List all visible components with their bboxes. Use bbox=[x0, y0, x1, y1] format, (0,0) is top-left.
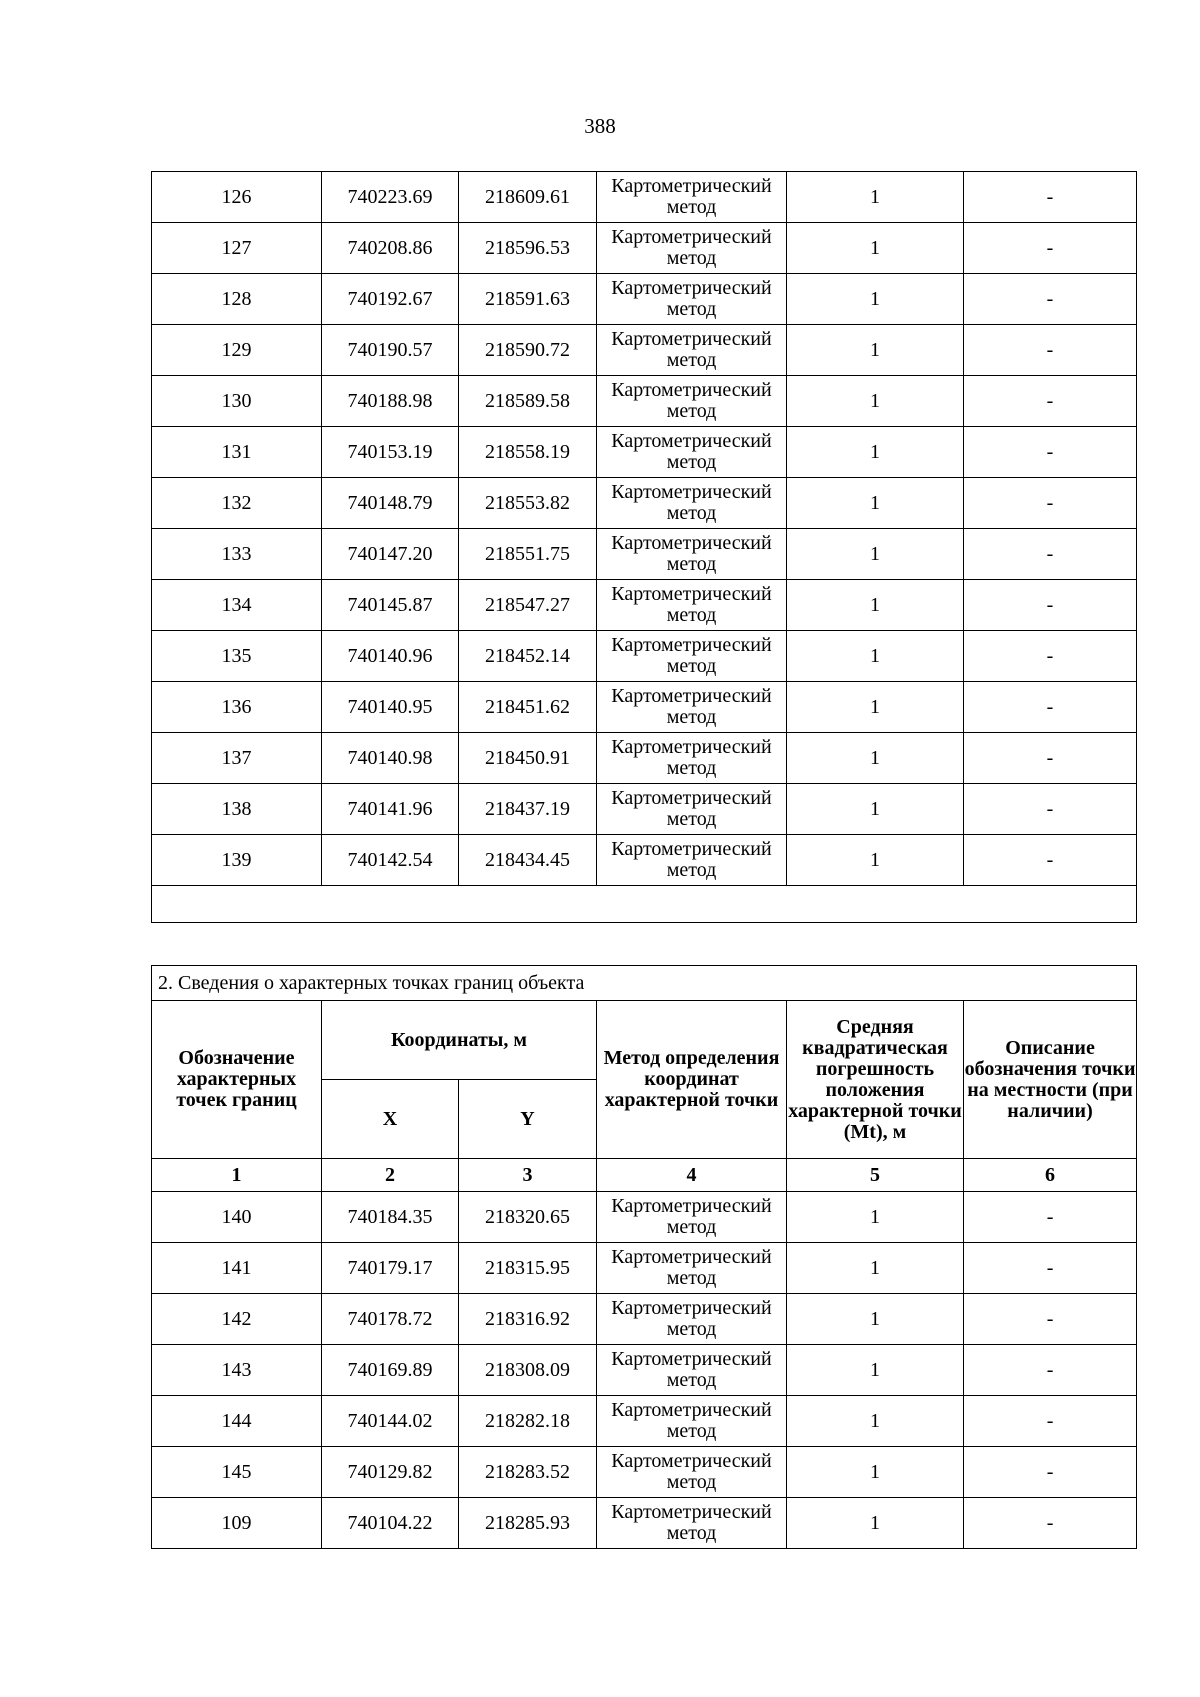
x-coordinate-cell: 740144.02 bbox=[322, 1396, 459, 1447]
method-line: метод bbox=[666, 400, 717, 422]
y-coordinate-cell: 218308.09 bbox=[459, 1345, 597, 1396]
method-line: Картометрический bbox=[611, 1195, 772, 1217]
table-row bbox=[152, 478, 1137, 529]
column-number: 3 bbox=[459, 1159, 597, 1192]
accuracy-cell: 1 bbox=[787, 1396, 964, 1447]
method-line: Картометрический bbox=[611, 481, 772, 503]
x-coordinate-cell: 740169.89 bbox=[322, 1345, 459, 1396]
table-row bbox=[152, 376, 1137, 427]
method-cell bbox=[597, 1498, 787, 1549]
table-row bbox=[152, 1498, 1137, 1549]
header-coordinates: Координаты, м bbox=[322, 1001, 597, 1080]
method-cell bbox=[597, 1447, 787, 1498]
point-id-cell: 135 bbox=[152, 631, 322, 682]
point-id-cell: 130 bbox=[152, 376, 322, 427]
column-number: 1 bbox=[152, 1159, 322, 1192]
accuracy-cell: 1 bbox=[787, 376, 964, 427]
description-cell: - bbox=[964, 784, 1137, 835]
y-coordinate-cell: 218451.62 bbox=[459, 682, 597, 733]
column-number: 4 bbox=[597, 1159, 787, 1192]
point-id-cell: 109 bbox=[152, 1498, 322, 1549]
x-coordinate-cell: 740142.54 bbox=[322, 835, 459, 886]
method-line: метод bbox=[666, 553, 717, 575]
description-cell: - bbox=[964, 1498, 1137, 1549]
method-line: метод bbox=[666, 1369, 717, 1391]
y-coordinate-cell: 218609.61 bbox=[459, 172, 597, 223]
method-line: Картометрический bbox=[611, 583, 772, 605]
description-cell: - bbox=[964, 1447, 1137, 1498]
method-cell bbox=[597, 682, 787, 733]
table-row bbox=[152, 427, 1137, 478]
method-line: метод bbox=[666, 502, 717, 524]
method-line: Картометрический bbox=[611, 226, 772, 248]
accuracy-cell: 1 bbox=[787, 1294, 964, 1345]
method-line: Картометрический bbox=[611, 1501, 772, 1523]
table-row bbox=[152, 580, 1137, 631]
point-id-cell: 142 bbox=[152, 1294, 322, 1345]
description-cell: - bbox=[964, 580, 1137, 631]
point-id-cell: 145 bbox=[152, 1447, 322, 1498]
method-line: метод bbox=[666, 247, 717, 269]
description-cell: - bbox=[964, 223, 1137, 274]
accuracy-cell: 1 bbox=[787, 274, 964, 325]
point-id-cell: 136 bbox=[152, 682, 322, 733]
y-coordinate-cell: 218316.92 bbox=[459, 1294, 597, 1345]
method-cell bbox=[597, 733, 787, 784]
method-line: метод bbox=[666, 706, 717, 728]
method-line: метод bbox=[666, 298, 717, 320]
point-id-cell: 127 bbox=[152, 223, 322, 274]
header-x: X bbox=[322, 1080, 459, 1159]
method-cell bbox=[597, 478, 787, 529]
x-coordinate-cell: 740178.72 bbox=[322, 1294, 459, 1345]
method-line: Картометрический bbox=[611, 175, 772, 197]
y-coordinate-cell: 218558.19 bbox=[459, 427, 597, 478]
method-line: Картометрический bbox=[611, 1399, 772, 1421]
y-coordinate-cell: 218591.63 bbox=[459, 274, 597, 325]
description-cell: - bbox=[964, 1294, 1137, 1345]
description-cell: - bbox=[964, 1192, 1137, 1243]
method-cell bbox=[597, 172, 787, 223]
method-cell bbox=[597, 274, 787, 325]
table-row bbox=[152, 529, 1137, 580]
description-cell: - bbox=[964, 835, 1137, 886]
table-row bbox=[152, 1192, 1137, 1243]
y-coordinate-cell: 218547.27 bbox=[459, 580, 597, 631]
header-accuracy: Средняя квадратическая погрешность положения характерной точки (Mt), м bbox=[787, 1001, 964, 1159]
y-coordinate-cell: 218315.95 bbox=[459, 1243, 597, 1294]
method-line: метод bbox=[666, 1471, 717, 1493]
accuracy-cell: 1 bbox=[787, 223, 964, 274]
description-cell: - bbox=[964, 733, 1137, 784]
x-coordinate-cell: 740147.20 bbox=[322, 529, 459, 580]
description-cell: - bbox=[964, 325, 1137, 376]
method-cell bbox=[597, 1192, 787, 1243]
point-id-cell: 137 bbox=[152, 733, 322, 784]
header-method: Метод определения координат характерной точки bbox=[597, 1001, 787, 1159]
x-coordinate-cell: 740188.98 bbox=[322, 376, 459, 427]
accuracy-cell: 1 bbox=[787, 1192, 964, 1243]
method-cell bbox=[597, 223, 787, 274]
method-cell bbox=[597, 784, 787, 835]
point-id-cell: 144 bbox=[152, 1396, 322, 1447]
x-coordinate-cell: 740184.35 bbox=[322, 1192, 459, 1243]
description-cell: - bbox=[964, 274, 1137, 325]
method-cell bbox=[597, 376, 787, 427]
accuracy-cell: 1 bbox=[787, 1498, 964, 1549]
method-line: Картометрический bbox=[611, 634, 772, 656]
method-cell bbox=[597, 835, 787, 886]
coordinates-table-continued bbox=[151, 171, 1137, 923]
accuracy-cell: 1 bbox=[787, 1345, 964, 1396]
method-line: Картометрический bbox=[611, 430, 772, 452]
accuracy-cell: 1 bbox=[787, 325, 964, 376]
empty-cell bbox=[152, 886, 1137, 923]
table-row bbox=[152, 784, 1137, 835]
x-coordinate-cell: 740141.96 bbox=[322, 784, 459, 835]
point-id-cell: 139 bbox=[152, 835, 322, 886]
method-line: метод bbox=[666, 859, 717, 881]
method-line: метод bbox=[666, 1420, 717, 1442]
method-line: Картометрический bbox=[611, 1348, 772, 1370]
table-row bbox=[152, 223, 1137, 274]
method-line: Картометрический bbox=[611, 1297, 772, 1319]
method-line: метод bbox=[666, 757, 717, 779]
point-id-cell: 128 bbox=[152, 274, 322, 325]
table-row bbox=[152, 1243, 1137, 1294]
header-designation: Обозначение характерных точек границ bbox=[152, 1001, 322, 1159]
method-line: Картометрический bbox=[611, 1246, 772, 1268]
table-body bbox=[152, 172, 1137, 886]
method-line: метод bbox=[666, 1318, 717, 1340]
table-row bbox=[152, 631, 1137, 682]
boundary-points-table bbox=[151, 965, 1137, 1549]
point-id-cell: 131 bbox=[152, 427, 322, 478]
x-coordinate-cell: 740148.79 bbox=[322, 478, 459, 529]
accuracy-cell: 1 bbox=[787, 529, 964, 580]
accuracy-cell: 1 bbox=[787, 478, 964, 529]
x-coordinate-cell: 740192.67 bbox=[322, 274, 459, 325]
accuracy-cell: 1 bbox=[787, 631, 964, 682]
accuracy-cell: 1 bbox=[787, 427, 964, 478]
y-coordinate-cell: 218437.19 bbox=[459, 784, 597, 835]
y-coordinate-cell: 218320.65 bbox=[459, 1192, 597, 1243]
method-cell bbox=[597, 325, 787, 376]
description-cell: - bbox=[964, 529, 1137, 580]
method-line: метод bbox=[666, 451, 717, 473]
column-numbers-row bbox=[152, 1159, 1137, 1192]
x-coordinate-cell: 740140.96 bbox=[322, 631, 459, 682]
method-cell bbox=[597, 1243, 787, 1294]
method-cell bbox=[597, 631, 787, 682]
accuracy-cell: 1 bbox=[787, 580, 964, 631]
table-row bbox=[152, 835, 1137, 886]
table-row bbox=[152, 325, 1137, 376]
method-cell bbox=[597, 580, 787, 631]
method-line: Картометрический bbox=[611, 685, 772, 707]
page-number: 388 bbox=[584, 114, 616, 138]
header-row bbox=[152, 1001, 1137, 1080]
x-coordinate-cell: 740140.95 bbox=[322, 682, 459, 733]
method-cell bbox=[597, 427, 787, 478]
empty-row bbox=[152, 886, 1137, 923]
method-line: Картометрический bbox=[611, 379, 772, 401]
method-line: метод bbox=[666, 808, 717, 830]
x-coordinate-cell: 740223.69 bbox=[322, 172, 459, 223]
table-row bbox=[152, 1396, 1137, 1447]
x-coordinate-cell: 740104.22 bbox=[322, 1498, 459, 1549]
y-coordinate-cell: 218553.82 bbox=[459, 478, 597, 529]
x-coordinate-cell: 740140.98 bbox=[322, 733, 459, 784]
method-line: Картометрический bbox=[611, 328, 772, 350]
y-coordinate-cell: 218589.58 bbox=[459, 376, 597, 427]
column-number: 5 bbox=[787, 1159, 964, 1192]
y-coordinate-cell: 218434.45 bbox=[459, 835, 597, 886]
description-cell: - bbox=[964, 1396, 1137, 1447]
header-description: Описание обозначения точки на местности (при наличии) bbox=[964, 1001, 1137, 1159]
method-line: метод bbox=[666, 349, 717, 371]
y-coordinate-cell: 218590.72 bbox=[459, 325, 597, 376]
method-line: метод bbox=[666, 604, 717, 626]
method-cell bbox=[597, 1345, 787, 1396]
method-line: Картометрический bbox=[611, 787, 772, 809]
description-cell: - bbox=[964, 682, 1137, 733]
x-coordinate-cell: 740190.57 bbox=[322, 325, 459, 376]
table-row bbox=[152, 1294, 1137, 1345]
table-caption: 2. Сведения о характерных точках границ объекта bbox=[152, 966, 1137, 1001]
description-cell: - bbox=[964, 478, 1137, 529]
accuracy-cell: 1 bbox=[787, 172, 964, 223]
table-body bbox=[152, 1192, 1137, 1549]
point-id-cell: 141 bbox=[152, 1243, 322, 1294]
y-coordinate-cell: 218283.52 bbox=[459, 1447, 597, 1498]
description-cell: - bbox=[964, 1345, 1137, 1396]
y-coordinate-cell: 218452.14 bbox=[459, 631, 597, 682]
x-coordinate-cell: 740179.17 bbox=[322, 1243, 459, 1294]
point-id-cell: 133 bbox=[152, 529, 322, 580]
method-line: Картометрический bbox=[611, 532, 772, 554]
description-cell: - bbox=[964, 427, 1137, 478]
column-number: 6 bbox=[964, 1159, 1137, 1192]
table-row bbox=[152, 172, 1137, 223]
point-id-cell: 143 bbox=[152, 1345, 322, 1396]
point-id-cell: 138 bbox=[152, 784, 322, 835]
column-number: 2 bbox=[322, 1159, 459, 1192]
description-cell: - bbox=[964, 172, 1137, 223]
table-row bbox=[152, 274, 1137, 325]
x-coordinate-cell: 740145.87 bbox=[322, 580, 459, 631]
y-coordinate-cell: 218551.75 bbox=[459, 529, 597, 580]
accuracy-cell: 1 bbox=[787, 1447, 964, 1498]
y-coordinate-cell: 218596.53 bbox=[459, 223, 597, 274]
accuracy-cell: 1 bbox=[787, 682, 964, 733]
accuracy-cell: 1 bbox=[787, 733, 964, 784]
table-row bbox=[152, 1447, 1137, 1498]
method-cell bbox=[597, 1294, 787, 1345]
method-cell bbox=[597, 1396, 787, 1447]
x-coordinate-cell: 740208.86 bbox=[322, 223, 459, 274]
description-cell: - bbox=[964, 376, 1137, 427]
accuracy-cell: 1 bbox=[787, 835, 964, 886]
description-cell: - bbox=[964, 631, 1137, 682]
method-line: метод bbox=[666, 1267, 717, 1289]
y-coordinate-cell: 218285.93 bbox=[459, 1498, 597, 1549]
table-caption-row bbox=[152, 966, 1137, 1001]
method-line: Картометрический bbox=[611, 838, 772, 860]
x-coordinate-cell: 740153.19 bbox=[322, 427, 459, 478]
point-id-cell: 126 bbox=[152, 172, 322, 223]
y-coordinate-cell: 218282.18 bbox=[459, 1396, 597, 1447]
y-coordinate-cell: 218450.91 bbox=[459, 733, 597, 784]
table-row bbox=[152, 682, 1137, 733]
method-line: метод bbox=[666, 655, 717, 677]
method-line: метод bbox=[666, 196, 717, 218]
table-row bbox=[152, 1345, 1137, 1396]
table-row bbox=[152, 733, 1137, 784]
method-line: метод bbox=[666, 1522, 717, 1544]
point-id-cell: 132 bbox=[152, 478, 322, 529]
x-coordinate-cell: 740129.82 bbox=[322, 1447, 459, 1498]
method-line: Картометрический bbox=[611, 277, 772, 299]
method-cell bbox=[597, 529, 787, 580]
point-id-cell: 134 bbox=[152, 580, 322, 631]
method-line: Картометрический bbox=[611, 736, 772, 758]
accuracy-cell: 1 bbox=[787, 1243, 964, 1294]
accuracy-cell: 1 bbox=[787, 784, 964, 835]
point-id-cell: 140 bbox=[152, 1192, 322, 1243]
method-line: Картометрический bbox=[611, 1450, 772, 1472]
header-y: Y bbox=[459, 1080, 597, 1159]
method-line: метод bbox=[666, 1216, 717, 1238]
point-id-cell: 129 bbox=[152, 325, 322, 376]
description-cell: - bbox=[964, 1243, 1137, 1294]
